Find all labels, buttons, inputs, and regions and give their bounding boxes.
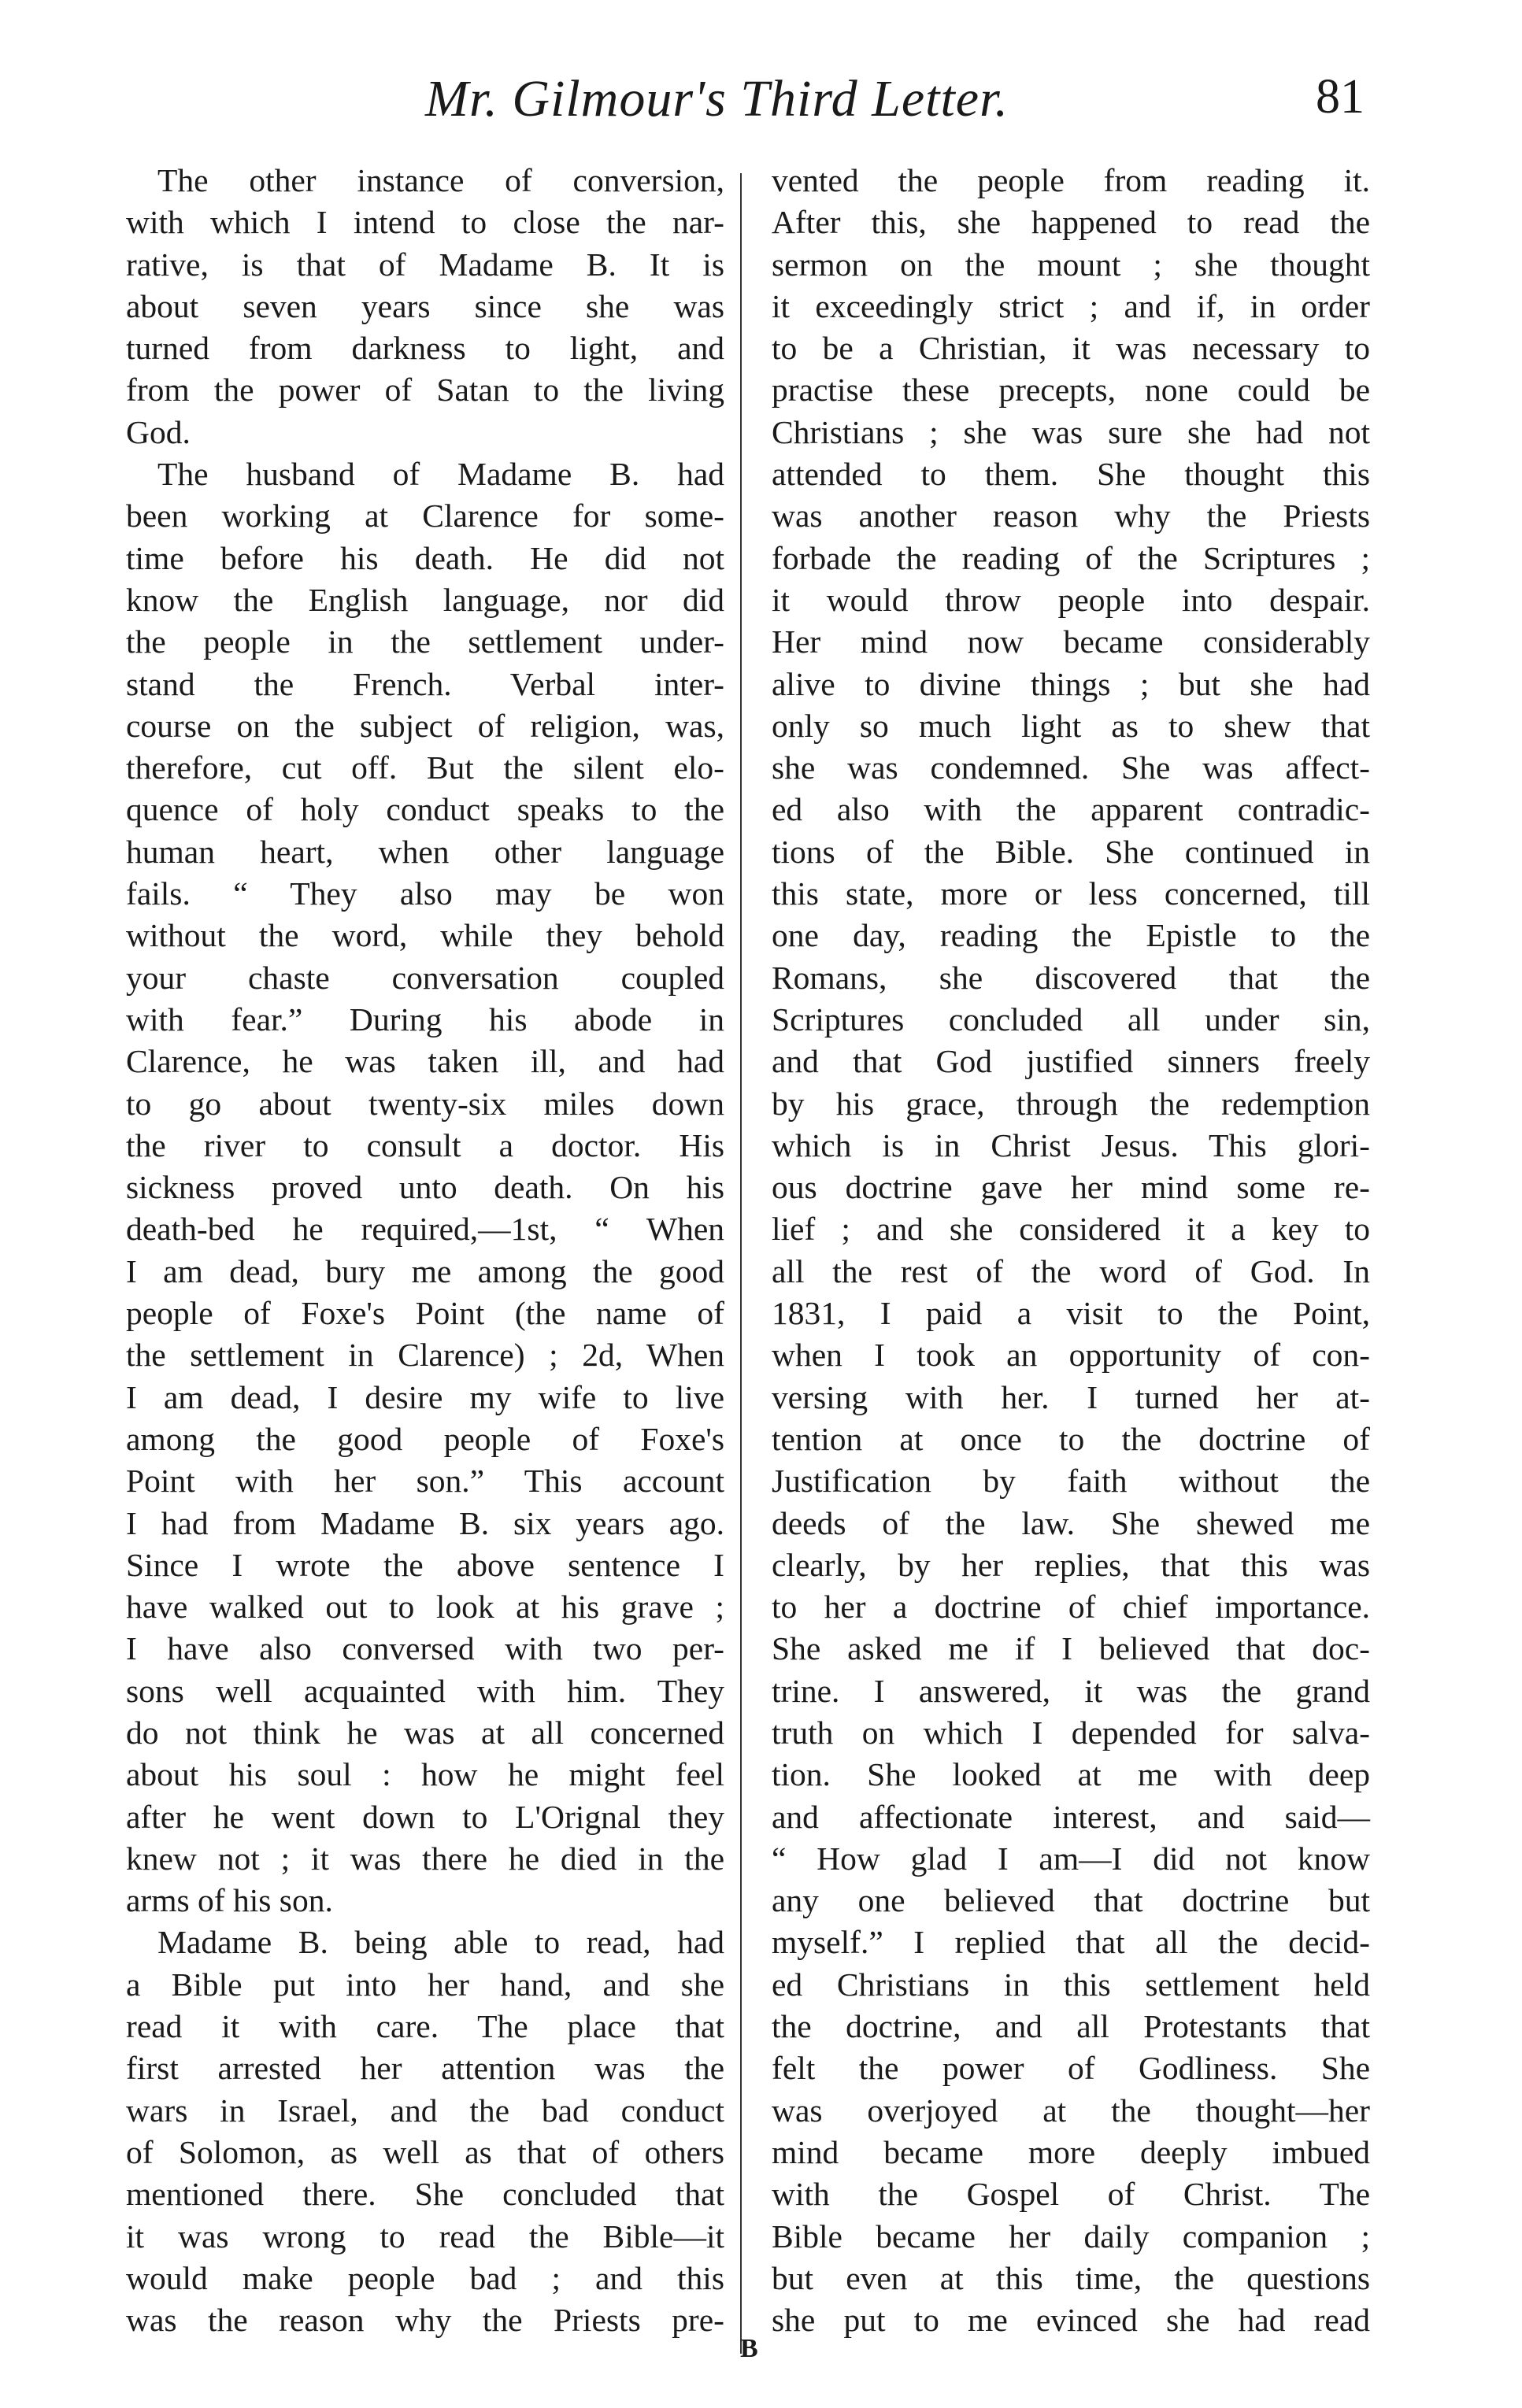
text-line: Since I wrote the above sentence I xyxy=(126,1546,724,1583)
text-line: been working at Clarence for some- xyxy=(126,498,724,534)
text-line: 1831, I paid a visit to the Point, xyxy=(772,1295,1370,1332)
text-line: After this, she happened to read the xyxy=(772,204,1370,241)
text-line: turned from darkness to light, and xyxy=(126,330,724,367)
text-line: myself.” I replied that all the decid- xyxy=(772,1924,1370,1961)
text-line: ed Christians in this settlement held xyxy=(772,1966,1370,2003)
text-line: among the good people of Foxe's xyxy=(126,1420,724,1457)
text-line: was another reason why the Priests xyxy=(772,498,1370,534)
text-line: to be a Christian, it was necessary to xyxy=(772,330,1370,367)
text-line: Justification by faith without the xyxy=(772,1463,1370,1500)
text-line: the people in the settlement under- xyxy=(126,623,724,660)
text-line: “ How glad I am—I did not know xyxy=(772,1840,1370,1877)
text-line: after he went down to L'Orignal they xyxy=(126,1798,724,1835)
text-line: and affectionate interest, and said— xyxy=(772,1798,1370,1835)
text-line: God. xyxy=(126,413,191,450)
text-line: Bible became her daily companion ; xyxy=(772,2218,1370,2254)
right-column xyxy=(772,160,1370,2341)
text-line: read it with care. The place that xyxy=(126,2008,724,2045)
text-line: any one believed that doctrine but xyxy=(772,1882,1370,1919)
text-line: all the rest of the word of God. In xyxy=(772,1252,1370,1289)
text-line: one day, reading the Epistle to the xyxy=(772,917,1370,954)
text-line: Clarence, he was taken ill, and had xyxy=(126,1043,724,1080)
text-line: alive to divine things ; but she had xyxy=(772,665,1370,702)
text-line: practise these precepts, none could be xyxy=(772,372,1370,409)
text-line: only so much light as to shew that xyxy=(772,707,1370,744)
text-line: knew not ; it was there he died in the xyxy=(126,1840,724,1877)
text-line: without the word, while they behold xyxy=(126,917,724,954)
text-line: truth on which I depended for salva- xyxy=(772,1714,1370,1751)
text-line: the settlement in Clarence) ; 2d, When xyxy=(126,1337,724,1374)
text-line: deeds of the law. She shewed me xyxy=(772,1504,1370,1541)
text-line: human heart, when other language xyxy=(126,833,724,870)
text-line: when I took an opportunity of con- xyxy=(772,1337,1370,1374)
text-line: I am dead, bury me among the good xyxy=(126,1252,724,1289)
text-line: mind became more deeply imbued xyxy=(772,2133,1370,2170)
text-line: mentioned there. She concluded that xyxy=(126,2176,724,2213)
text-line: Scriptures concluded all under sin, xyxy=(772,1001,1370,1038)
text-line: therefore, cut off. But the silent elo- xyxy=(126,749,724,786)
text-line: tion. She looked at me with deep xyxy=(772,1756,1370,1793)
text-line: She asked me if I believed that doc- xyxy=(772,1630,1370,1667)
text-line: arms of his son. xyxy=(126,1882,333,1919)
text-line: have walked out to look at his grave ; xyxy=(126,1589,724,1626)
text-line: trine. I answered, it was the grand xyxy=(772,1672,1370,1709)
text-line: she put to me evinced she had read xyxy=(772,2302,1370,2339)
text-line: was overjoyed at the thought—her xyxy=(772,2092,1370,2129)
left-column xyxy=(126,160,724,2341)
text-line: death-bed he required,—1st, “ When xyxy=(126,1211,724,1248)
text-line: attended to them. She thought this xyxy=(772,456,1370,493)
text-line: your chaste conversation coupled xyxy=(126,959,724,996)
text-line: Christians ; she was sure she had not xyxy=(772,413,1370,450)
text-line: time before his death. He did not xyxy=(126,539,724,576)
text-line: Point with her son.” This account xyxy=(126,1463,724,1500)
text-line: but even at this time, the questions xyxy=(772,2259,1370,2296)
text-line: a Bible put into her hand, and she xyxy=(126,1966,724,2003)
text-line: quence of holy conduct speaks to the xyxy=(126,791,724,828)
text-line: The husband of Madame B. had xyxy=(157,456,724,493)
text-line: vented the people from reading it. xyxy=(772,162,1370,198)
text-line: wars in Israel, and the bad conduct xyxy=(126,2092,724,2129)
text-line: the doctrine, and all Protestants that xyxy=(772,2008,1370,2045)
text-line: course on the subject of religion, was, xyxy=(126,707,724,744)
text-line: to her a doctrine of chief importance. xyxy=(772,1589,1370,1626)
text-line: clearly, by her replies, that this was xyxy=(772,1546,1370,1583)
text-line: it exceedingly strict ; and if, in order xyxy=(772,287,1370,324)
text-line: I have also conversed with two per- xyxy=(126,1630,724,1667)
text-line: sermon on the mount ; she thought xyxy=(772,246,1370,283)
text-line: from the power of Satan to the living xyxy=(126,372,724,409)
text-line: the river to consult a doctor. His xyxy=(126,1126,724,1163)
text-line: forbade the reading of the Scriptures ; xyxy=(772,539,1370,576)
text-line: felt the power of Godliness. She xyxy=(772,2050,1370,2087)
text-line: and that God justified sinners freely xyxy=(772,1043,1370,1080)
text-line: lief ; and she considered it a key to xyxy=(772,1211,1370,1248)
text-line: versing with her. I turned her at- xyxy=(772,1378,1370,1415)
text-line: I had from Madame B. six years ago. xyxy=(126,1504,724,1541)
page-number: 81 xyxy=(1316,70,1365,124)
text-line: stand the French. Verbal inter- xyxy=(126,665,724,702)
text-line: with the Gospel of Christ. The xyxy=(772,2176,1370,2213)
text-line: of Solomon, as well as that of others xyxy=(126,2133,724,2170)
text-line: fails. “ They also may be won xyxy=(126,875,724,912)
text-line: The other instance of conversion, xyxy=(157,162,724,198)
text-line: rative, is that of Madame B. It is xyxy=(126,246,724,283)
text-line: was the reason why the Priests pre- xyxy=(126,2302,724,2339)
text-line: sons well acquainted with him. They xyxy=(126,1672,724,1709)
text-line: sickness proved unto death. On his xyxy=(126,1169,724,1206)
text-line: with fear.” During his abode in xyxy=(126,1001,724,1038)
text-line: about his soul : how he might feel xyxy=(126,1756,724,1793)
text-line: ed also with the apparent contradic- xyxy=(772,791,1370,828)
text-line: by his grace, through the redemption xyxy=(772,1085,1370,1122)
text-line: Her mind now became considerably xyxy=(772,623,1370,660)
text-line: do not think he was at all concerned xyxy=(126,1714,724,1751)
text-line: about seven years since she was xyxy=(126,287,724,324)
text-line: Madame B. being able to read, had xyxy=(157,1924,724,1961)
text-line: to go about twenty-six miles down xyxy=(126,1085,724,1122)
text-line: people of Foxe's Point (the name of xyxy=(126,1295,724,1332)
running-title: Mr. Gilmour's Third Letter. xyxy=(425,70,1009,128)
text-line: it would throw people into despair. xyxy=(772,581,1370,618)
text-line: know the English language, nor did xyxy=(126,581,724,618)
text-line: it was wrong to read the Bible—it xyxy=(126,2218,724,2254)
text-line: first arrested her attention was the xyxy=(126,2050,724,2087)
text-line: tions of the Bible. She continued in xyxy=(772,833,1370,870)
text-line: would make people bad ; and this xyxy=(126,2259,724,2296)
text-line: this state, more or less concerned, till xyxy=(772,875,1370,912)
text-line: she was condemned. She was affect- xyxy=(772,749,1370,786)
text-line: I am dead, I desire my wife to live xyxy=(126,1378,724,1415)
text-line: tention at once to the doctrine of xyxy=(772,1420,1370,1457)
text-line: Romans, she discovered that the xyxy=(772,959,1370,996)
signature-mark: B xyxy=(740,2334,758,2363)
text-line: with which I intend to close the nar- xyxy=(126,204,724,241)
text-line: which is in Christ Jesus. This glori- xyxy=(772,1126,1370,1163)
column-rule xyxy=(740,173,742,2354)
text-line: ous doctrine gave her mind some re- xyxy=(772,1169,1370,1206)
